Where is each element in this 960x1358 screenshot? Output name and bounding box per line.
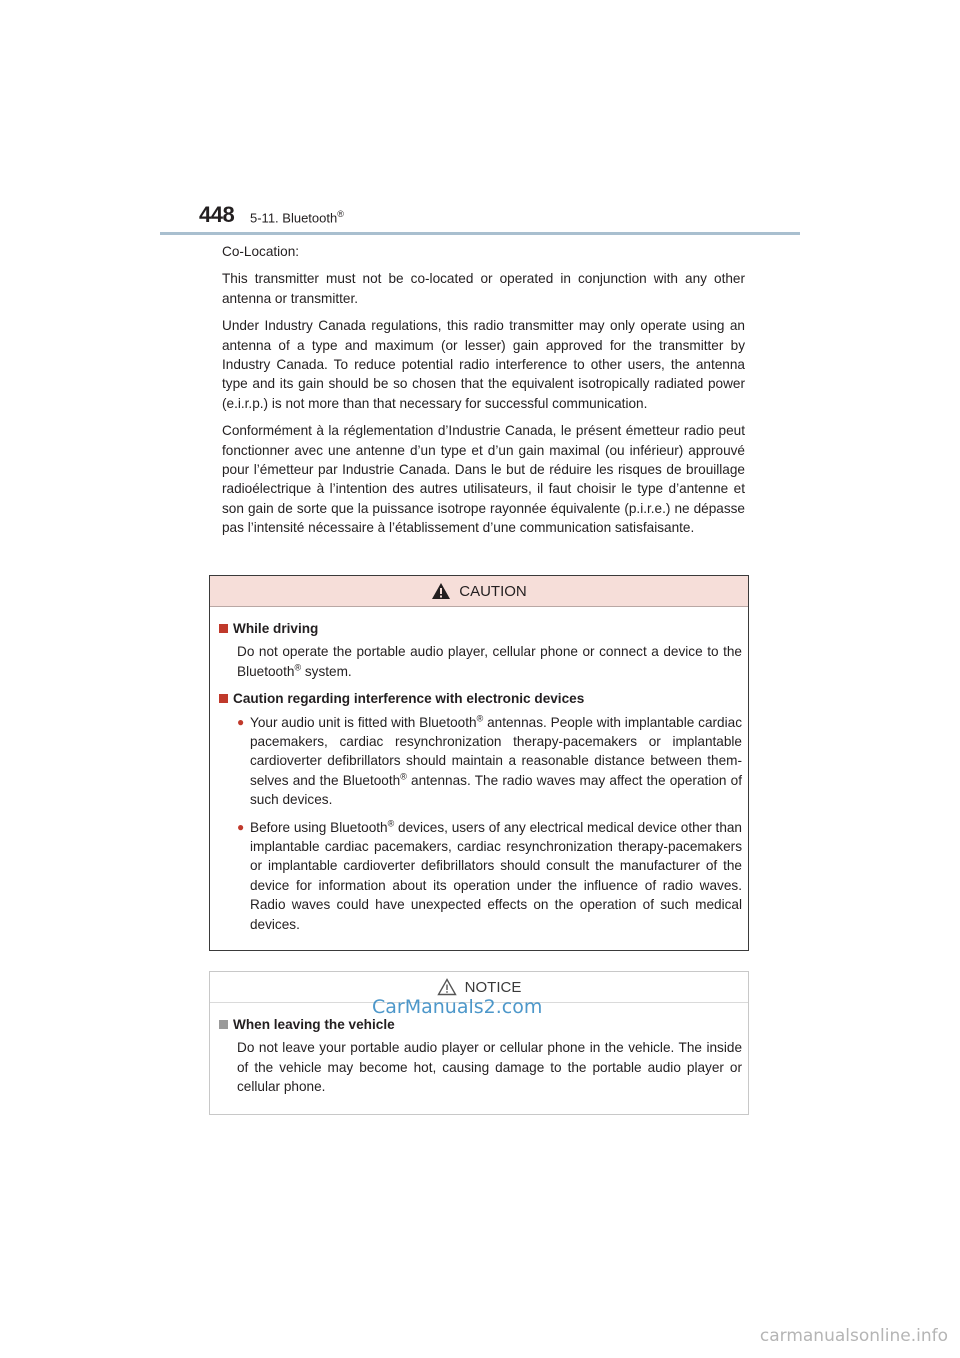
warning-triangle-icon bbox=[431, 582, 451, 600]
caution-bullet bbox=[237, 713, 742, 810]
registered-mark: ® bbox=[337, 209, 344, 219]
caution-item-heading bbox=[219, 689, 742, 708]
registered-mark: ® bbox=[476, 713, 484, 724]
caution-item-heading bbox=[219, 619, 742, 638]
round-bullet-icon: ● bbox=[237, 714, 245, 729]
caution-bullet-text bbox=[250, 818, 742, 934]
section-title-text: 5-11. Bluetooth bbox=[250, 210, 338, 226]
bullet1-text-b: antennas. People with implantable cardiac pacemakers, cardiac resynchronization therapy-pacemakers or implantable cardioverter defibrillators should maintain a reasonable distance between themselves and the Bluetooth bbox=[250, 714, 742, 788]
paragraph-industry-canada-fr: Conformément à la réglementation d’Industrie Canada, le présent émetteur radio peut fonctionner avec une antenne d’un type et d’un gain maximal (ou inférieur) approuvé pour l’émetteur par Industrie Canada. Dans le but de réduire les risques de brouillage radioélectrique à l’intention des autres utilisateurs, il faut choisir le type d’antenne et son gain de sorte que la puissance isotrope rayonnée équivalente (p.i.r.e.) ne dépasse pas l’intensité nécessaire à l’établissement d’une communication satisfaisante. bbox=[222, 423, 745, 536]
header-rule bbox=[160, 232, 800, 235]
watermark-top: CarManuals2.com bbox=[372, 996, 543, 1018]
notice-triangle-icon bbox=[437, 978, 457, 996]
caution-item1-text-a: Do not operate the portable audio player, cellular phone or connect a device to the Bluetooth bbox=[237, 644, 742, 679]
bullet1-text-c: antennas. The radio waves may affect the operation of such devices. bbox=[250, 772, 742, 808]
caution-item-heading-text: Caution regarding interference with electronic devices bbox=[233, 691, 585, 707]
square-bullet-icon bbox=[219, 1020, 228, 1029]
square-bullet-icon bbox=[219, 624, 228, 633]
bullet2-text-b: devices, users of any electrical medical device other than implantable cardiac pacemakers, cardiac resynchronization therapy-pacemakers or implantable cardioverter defibrillators should consult the manufacturer of the device for information about its operation under the influence of radio waves. Radio waves could have unexpected effects on the operation of such medical devices. bbox=[250, 819, 742, 932]
registered-mark: ® bbox=[400, 771, 407, 782]
paragraph-transmitter: This transmitter must not be co-located or operated in conjunction with any other antenna or transmitter. bbox=[222, 271, 745, 306]
section-title bbox=[250, 209, 344, 225]
caution-body bbox=[210, 607, 748, 934]
square-bullet-icon bbox=[219, 694, 228, 703]
notice-box bbox=[209, 971, 749, 1115]
caution-item-text bbox=[237, 642, 742, 681]
page-number: 448 bbox=[199, 202, 235, 227]
caution-item-heading-text: While driving bbox=[233, 621, 319, 636]
registered-mark: ® bbox=[387, 818, 395, 829]
bullet1-text-a: Your audio unit is fitted with Bluetooth bbox=[250, 714, 477, 730]
paragraph-co-location: Co-Location: bbox=[222, 244, 300, 259]
round-bullet-icon: ● bbox=[237, 819, 245, 834]
body-text bbox=[222, 242, 745, 546]
watermark-footer: carmanualsonline.info bbox=[759, 1326, 948, 1346]
registered-mark: ® bbox=[294, 662, 302, 673]
notice-item-text: Do not leave your portable audio player or cellular phone in the vehicle. The inside of the vehicle may become hot, causing damage to the portable audio player or cellular phone. bbox=[237, 1040, 742, 1095]
caution-bullet-text bbox=[250, 713, 742, 810]
paragraph-industry-canada-en: Under Industry Canada regulations, this radio transmitter may only operate using an antenna of a type and maximum (or lesser) gain approved for the transmitter by Industry Canada. To reduce potential radio interference to other users, the antenna type and its gain should be so chosen that the equivalent isotropically radiated power (e.i.r.p.) is not more than that necessary for successful communication. bbox=[222, 318, 745, 411]
bullet2-text-a: Before using Bluetooth bbox=[250, 819, 388, 835]
caution-header bbox=[210, 576, 748, 607]
caution-title: CAUTION bbox=[459, 582, 527, 600]
caution-bullet bbox=[237, 818, 742, 934]
notice-item-heading-text: When leaving the vehicle bbox=[233, 1017, 395, 1032]
caution-box bbox=[209, 575, 749, 951]
notice-title: NOTICE bbox=[464, 978, 522, 996]
caution-item1-text-b: system. bbox=[301, 663, 352, 679]
